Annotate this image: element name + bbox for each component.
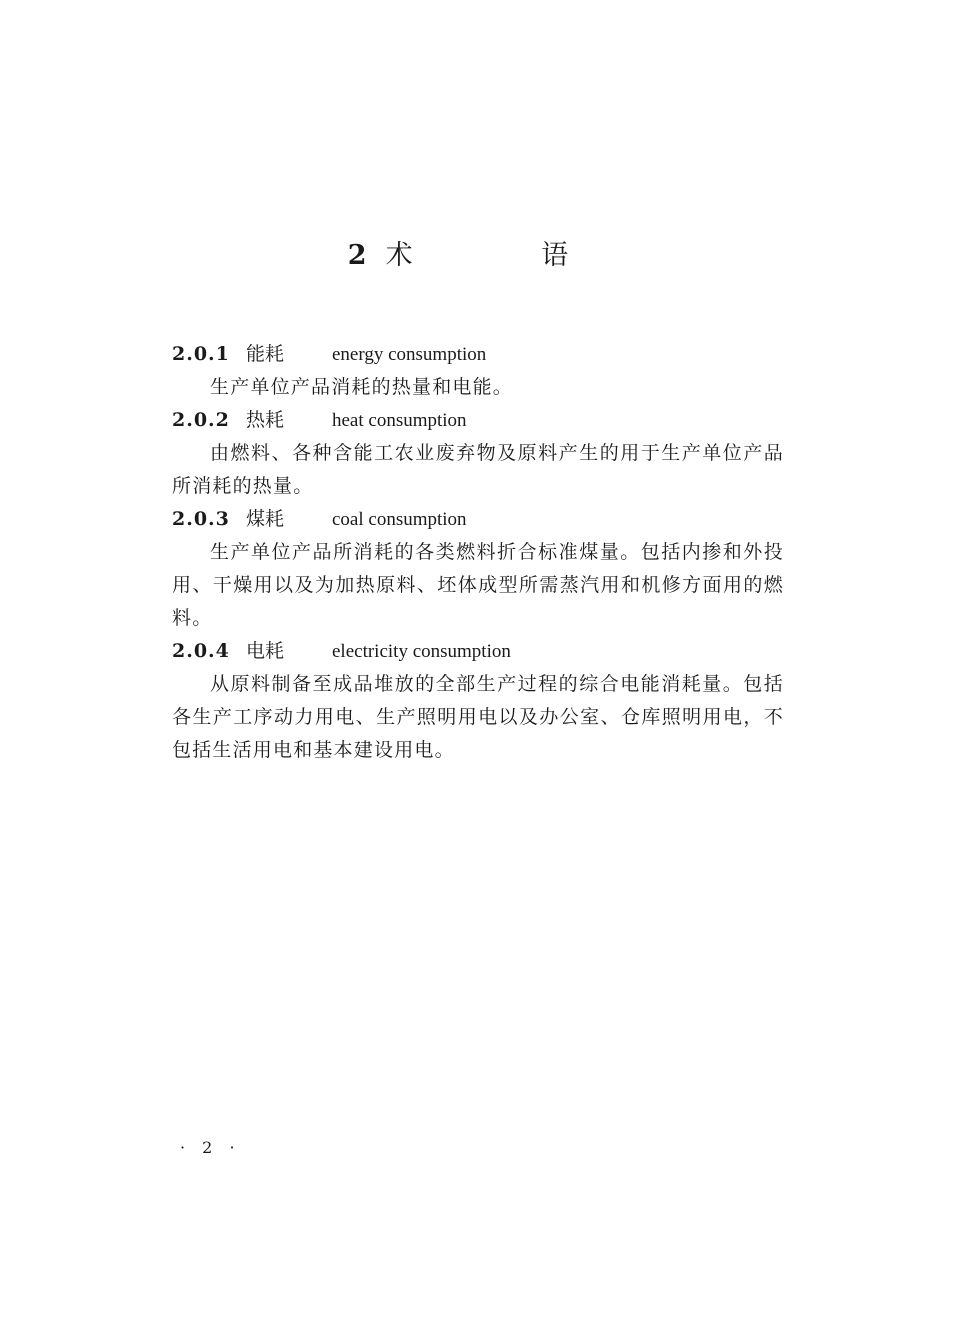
- term-entry: [172, 404, 784, 503]
- term-chinese: 热耗: [246, 409, 285, 431]
- term-definition: 生产单位产品消耗的热量和电能。: [210, 376, 514, 398]
- term-english: energy consumption: [332, 344, 487, 365]
- term-number: 2.0.3: [172, 508, 230, 530]
- term-english: electricity consumption: [332, 641, 511, 662]
- term-english: heat consumption: [332, 410, 467, 431]
- chapter-number: 2: [347, 240, 368, 271]
- term-heading: [172, 404, 784, 437]
- chapter-title: [0, 236, 976, 276]
- term-number: 2.0.4: [172, 640, 230, 662]
- term-chinese: 煤耗: [246, 508, 285, 530]
- term-heading: [172, 635, 784, 668]
- term-entry: [172, 635, 784, 767]
- term-chinese: 电耗: [246, 640, 285, 662]
- chapter-title-text: 术 语: [385, 240, 629, 271]
- page-number: · 2 ·: [180, 1138, 241, 1157]
- term-definition: 由燃料、各种含能工农业废弃物及原料产生的用于生产单位产品所消耗的热量。: [172, 442, 784, 497]
- term-number: 2.0.1: [172, 343, 230, 365]
- term-heading: [172, 503, 784, 536]
- term-chinese: 能耗: [246, 343, 285, 365]
- terms-section: [172, 338, 784, 767]
- term-definition: 生产单位产品所消耗的各类燃料折合标准煤量。包括内掺和外投用、干燥用以及为加热原料、坯体成型所需蒸汽用和机修方面用的燃料。: [172, 541, 784, 629]
- term-definition: 从原料制备至成品堆放的全部生产过程的综合电能消耗量。包括各生产工序动力用电、生产照明用电以及办公室、仓库照明用电，不包括生活用电和基本建设用电。: [172, 673, 784, 761]
- term-entry: [172, 338, 784, 404]
- term-heading: [172, 338, 784, 371]
- term-number: 2.0.2: [172, 409, 230, 431]
- term-english: coal consumption: [332, 509, 467, 530]
- term-entry: [172, 503, 784, 635]
